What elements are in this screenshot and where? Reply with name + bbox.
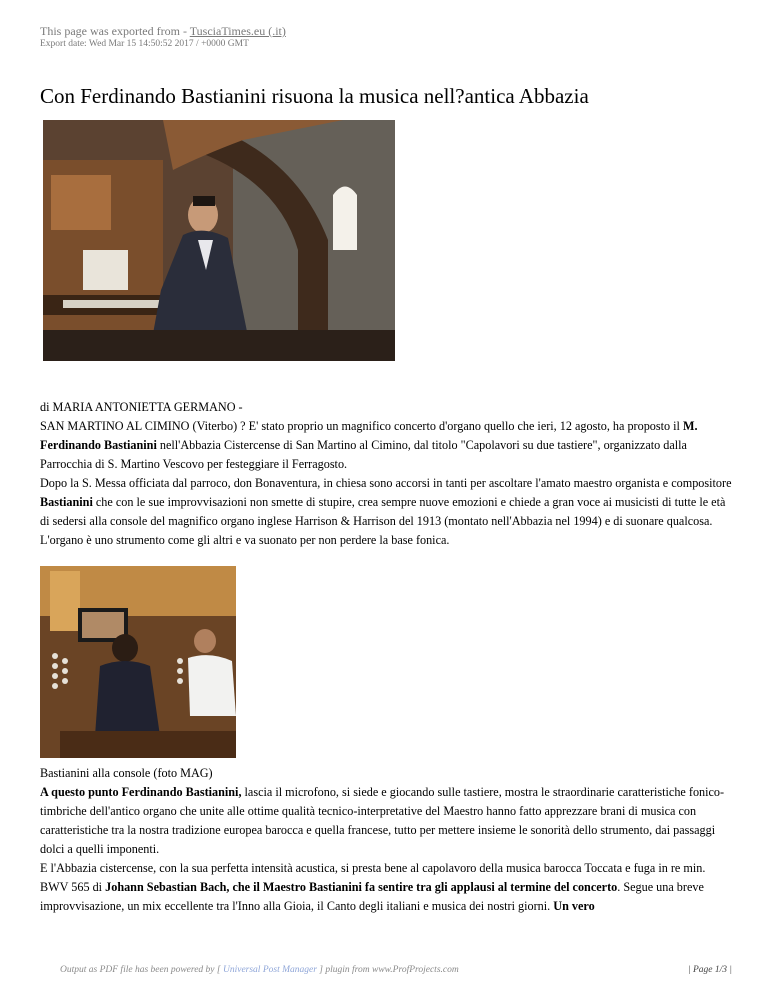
- footer-plugin-link[interactable]: Universal Post Manager: [222, 965, 317, 975]
- organist-photo-image: [43, 120, 395, 361]
- footer-prefix: Output as PDF file has been powered by [: [60, 965, 223, 975]
- site-link[interactable]: TusciaTimes.eu (.it): [189, 24, 286, 38]
- paragraph-1-text-a: SAN MARTINO AL CIMINO (Viterbo) ? E' stato proprio un magnifico concerto d'organo quello che ieri, 12 agosto, ha proposto il: [40, 419, 683, 433]
- paragraph-4-bold-b: Un vero: [553, 899, 595, 913]
- paragraph-3-text: lascia il microfono, si siede e giocando sulle tastiere, mostra le straordinarie caratteristiche fonico-timbriche dell'antico organo che unite alle ottime qualità tecnico-interpretative del Maestro hanno fatto apprezzare brani di musica con caratteristiche tra la nostra tradizione europea barocca e quella francese, tutto per mettere insieme le sonorità dello strumento, dai passaggi dolci a quelli imponenti.: [40, 785, 725, 856]
- article-title: Con Ferdinando Bastianini risuona la musica nell?antica Abbazia: [40, 84, 589, 108]
- paragraph-1-text-b: nell'Abbazia Cistercense di San Martino al Cimino, dal titolo "Capolavori su due tastiere", organizzato dalla Parrocchia di S. Martino Vescovo per festeggiare il Ferragosto.: [40, 438, 687, 471]
- paragraph-2-bold: Bastianini: [40, 495, 93, 509]
- paragraph-4-bold-a: Johann Sebastian Bach, che il Maestro Bastianini fa sentire tra gli applausi al termine del concerto: [105, 880, 618, 894]
- paragraph-1-bold: M. Ferdinando Bastianini: [40, 419, 698, 452]
- export-source: [40, 24, 286, 38]
- export-header: [40, 24, 286, 50]
- paragraph-4-text-b: . Segue una breve improvvisazione, un mix eccellente tra l'Inno alla Gioia, il Canto degli italiani e musica dei nostri giorni.: [40, 880, 704, 913]
- paragraph-1: [40, 417, 732, 474]
- pdf-footer: [60, 965, 732, 975]
- byline: di MARIA ANTONIETTA GERMANO -: [40, 400, 243, 414]
- photo-caption: Bastianini alla console (foto MAG): [40, 766, 213, 780]
- paragraph-3-bold: A questo punto Ferdinando Bastianini,: [40, 785, 242, 799]
- export-source-prefix: This page was exported from -: [40, 24, 190, 38]
- paragraph-4-text-a: E l'Abbazia cistercense, con la sua perfetta intensità acustica, si presta bene al capolavoro della musica barocca Toccata e fuga in re min. BWV 565 di: [40, 861, 706, 894]
- paragraph-2-text-a: Dopo la S. Messa officiata dal parroco, don Bonaventura, in chiesa sono accorsi in tanti per ascoltare l'amato maestro organista e compositore: [40, 476, 732, 490]
- console-photo-image: [40, 566, 236, 758]
- console-photo: [40, 566, 236, 758]
- paragraph-2: [40, 474, 732, 550]
- paragraph-3: [40, 783, 732, 859]
- paragraph-2-text-b: che con le sue improvvisazioni non smette di stupire, crea sempre nuove emozioni e chiede a gran voce ai musicisti di tutte le età di sedersi alla console del magnifico organo inglese Harrison & Harrison del 1913 (montato nell'Abbazia nel 1994) e di suonare qualcosa. L'organo è uno strumento come gli altri e va suonato per non perdere la base fonica.: [40, 495, 726, 547]
- paragraph-4: [40, 859, 732, 916]
- article-body-bottom: [40, 764, 732, 916]
- article-body-top: [40, 398, 732, 550]
- page-number: | Page 1/3 |: [687, 965, 732, 975]
- organist-photo: [43, 120, 395, 361]
- export-date: Export date: Wed Mar 15 14:50:52 2017 / +0000 GMT: [40, 39, 249, 49]
- footer-suffix: ] plugin from www.ProfProjects.com: [316, 965, 459, 975]
